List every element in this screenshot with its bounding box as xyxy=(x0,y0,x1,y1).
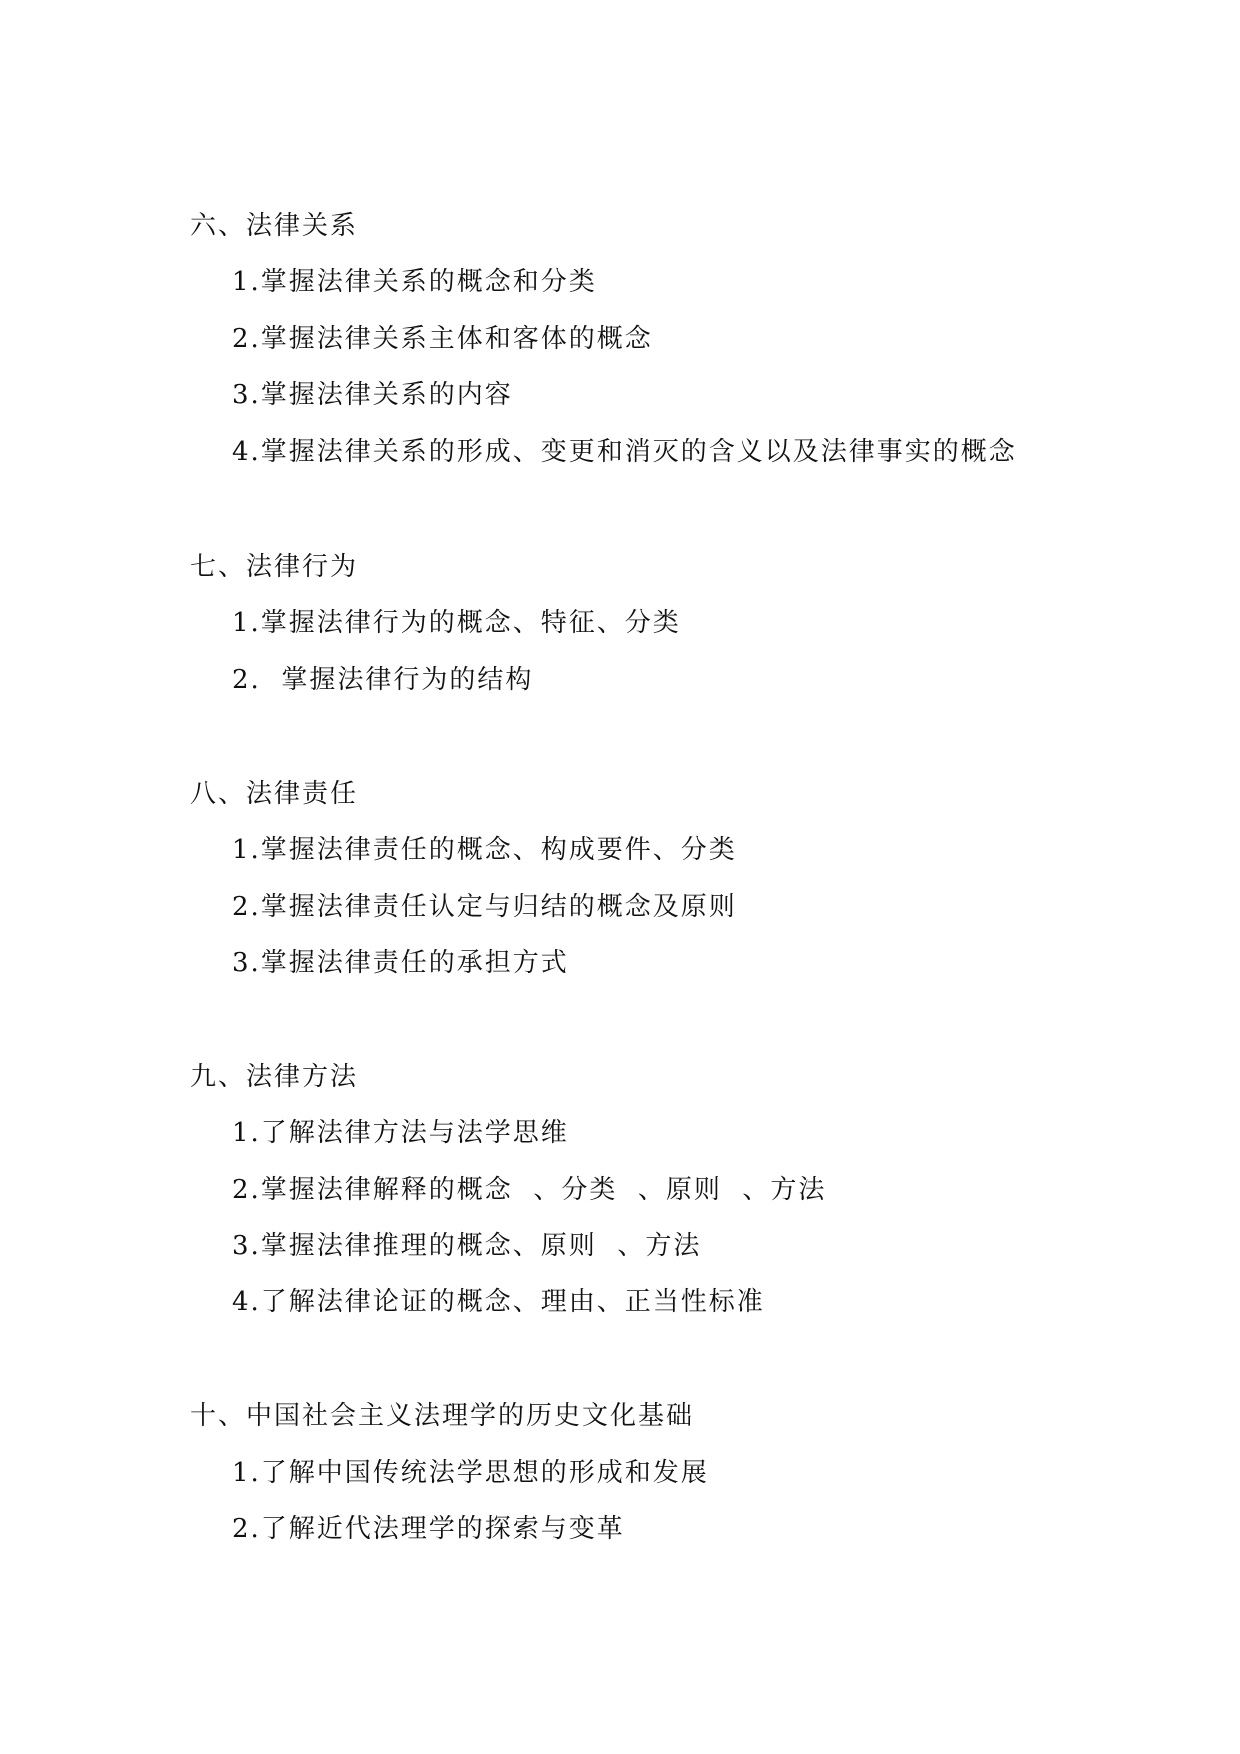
section-title: 九、法律方法 xyxy=(190,1062,359,1092)
section-title: 七、法律行为 xyxy=(190,552,359,582)
list-item: 3.掌握法律关系的内容 xyxy=(232,380,513,410)
list-item: 3.掌握法律责任的承担方式 xyxy=(232,948,569,978)
section-title: 六、法律关系 xyxy=(190,211,359,241)
list-item: 3.掌握法律推理的概念、原则 、方法 xyxy=(232,1231,702,1261)
list-item: 4.掌握法律关系的形成、变更和消灭的含义以及法律事实的概念 xyxy=(232,437,1017,467)
list-item: 1.掌握法律行为的概念、特征、分类 xyxy=(232,608,681,638)
list-item: 1.掌握法律责任的概念、构成要件、分类 xyxy=(232,835,737,865)
list-item: 2.掌握法律责任认定与归结的概念及原则 xyxy=(232,892,737,922)
list-item: 2.掌握法律解释的概念 、分类 、原则 、方法 xyxy=(232,1175,827,1205)
list-item: 1.了解法律方法与法学思维 xyxy=(232,1118,569,1148)
list-item: 1.了解中国传统法学思想的形成和发展 xyxy=(232,1458,709,1488)
list-item: 2. 掌握法律行为的结构 xyxy=(232,665,534,695)
list-item: 2.了解近代法理学的探索与变革 xyxy=(232,1514,625,1544)
list-item: 1.掌握法律关系的概念和分类 xyxy=(232,267,597,297)
section-title: 十、中国社会主义法理学的历史文化基础 xyxy=(190,1401,695,1431)
section-title: 八、法律责任 xyxy=(190,779,359,809)
list-item: 4.了解法律论证的概念、理由、正当性标准 xyxy=(232,1287,765,1317)
list-item: 2.掌握法律关系主体和客体的概念 xyxy=(232,324,653,354)
